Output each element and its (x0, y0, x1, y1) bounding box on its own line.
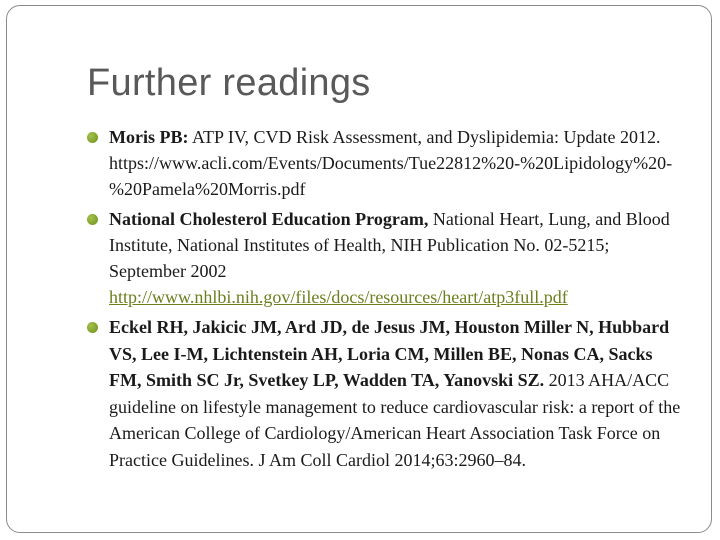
reference-item (87, 314, 687, 473)
reference-item (87, 124, 687, 202)
bullet-icon (87, 132, 98, 143)
reference-text: 2013 AHA/ACC guideline on lifestyle management to reduce cardiovascular risk: a report of the American College of Cardiology/American Heart Association Task Force on Practice Guidelines. J Am Coll Cardiol 2014;63:2960–84. (109, 370, 681, 470)
reference-list (87, 124, 687, 477)
reference-author: National Cholesterol Education Program, (109, 209, 429, 229)
reference-author: Moris PB: (109, 127, 189, 147)
reference-author: Eckel RH, Jakicic JM, Ard JD, de Jesus JM, Houston Miller N, Hubbard VS, Lee I-M, Lichtenstein AH, Loria CM, Millen BE, Nonas CA, Sacks FM, Smith SC Jr, Svetkey LP, Wadden TA, Yanovski SZ. (109, 317, 670, 390)
bullet-icon (87, 322, 98, 333)
reference-item (87, 206, 687, 310)
bullet-icon (87, 214, 98, 225)
reference-link[interactable]: http://www.nhlbi.nih.gov/files/docs/resources/heart/atp3full.pdf (109, 287, 568, 307)
reference-text: ATP IV, CVD Risk Assessment, and Dyslipidemia: Update 2012. https://www.acli.com/Events/Documents/Tue22812%20-%20Lipidology%20-%20Pamela%20Morris.pdf (109, 127, 673, 199)
slide (6, 5, 712, 533)
slide-title: Further readings (87, 62, 371, 104)
reference-text: National Heart, Lung, and Blood Institute, National Institutes of Health, NIH Publication No. 02-5215; September 2002 (109, 209, 670, 281)
